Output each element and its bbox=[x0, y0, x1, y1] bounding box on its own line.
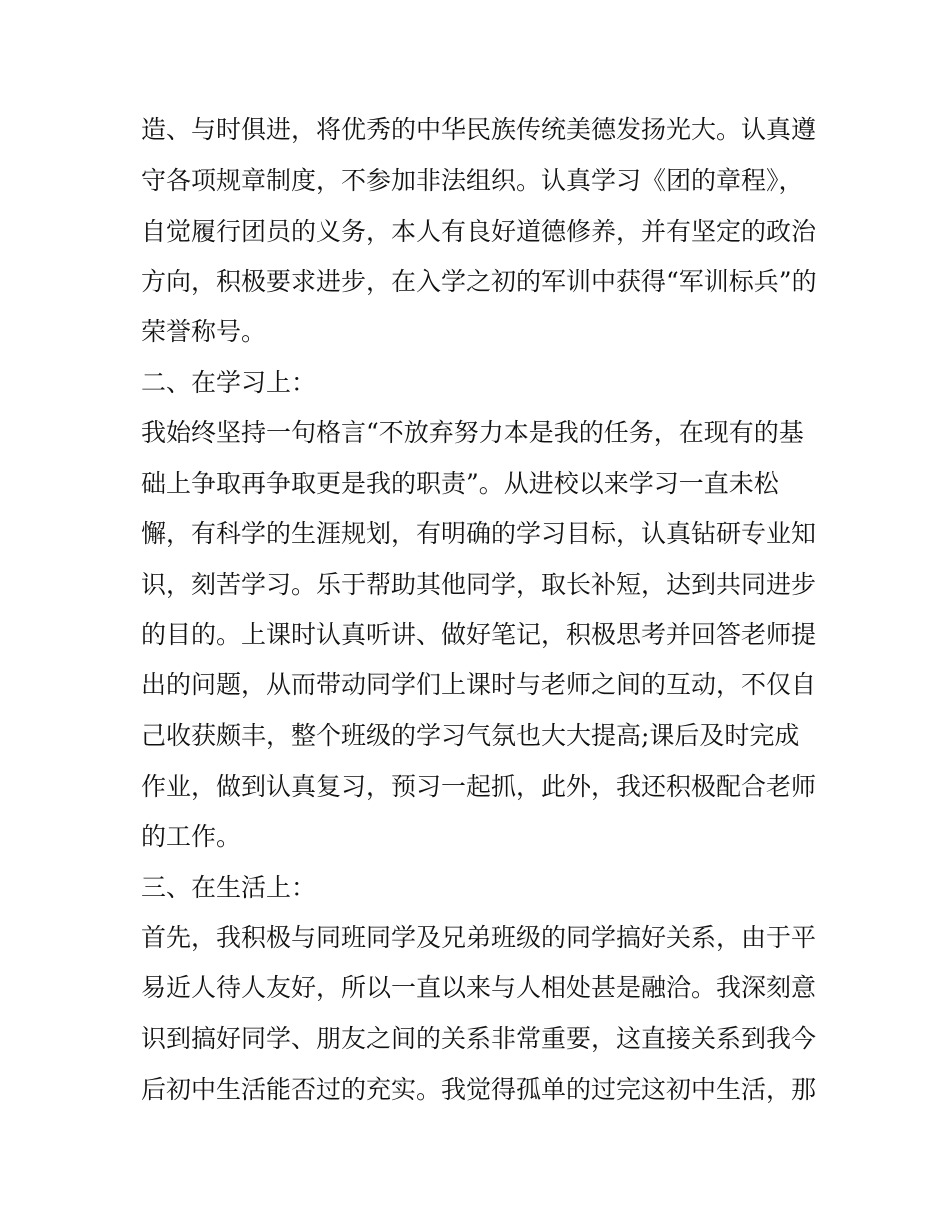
paragraph-line: 守各项规章制度，不参加非法组织。认真学习《团的章程》， bbox=[141, 166, 804, 195]
section-heading-study: 二、在学习上： bbox=[141, 368, 317, 397]
paragraph-line: 出的问题，从而带动同学们上课时与老师之间的互动，不仅自 bbox=[141, 670, 817, 699]
paragraph-line: 我始终坚持一句格言“不放弃努力本是我的任务，在现有的基 bbox=[141, 418, 804, 447]
paragraph-line: 方向，积极要求进步，在入学之初的军训中获得“军训标兵”的 bbox=[141, 267, 817, 296]
paragraph-line: 识到搞好同学、朋友之间的关系非常重要，这直接关系到我今 bbox=[141, 1024, 817, 1053]
paragraph-line: 荣誉称号。 bbox=[141, 317, 267, 346]
paragraph-line: 础上争取再争取更是我的职责”。从进校以来学习一直未松 bbox=[141, 469, 779, 498]
paragraph-line: 识，刻苦学习。乐于帮助其他同学，取长补短，达到共同进步 bbox=[141, 570, 817, 599]
paragraph-line: 造、与时俱进，将优秀的中华民族传统美德发扬光大。认真遵 bbox=[141, 115, 817, 144]
paragraph-line: 作业，做到认真复习，预习一起抓，此外，我还积极配合老师 bbox=[141, 772, 817, 801]
section-heading-life: 三、在生活上： bbox=[141, 873, 317, 902]
paragraph-line: 懈，有科学的生涯规划，有明确的学习目标，认真钻研专业知 bbox=[141, 519, 817, 548]
paragraph-line: 的目的。上课时认真听讲、做好笔记，积极思考并回答老师提 bbox=[141, 620, 817, 649]
paragraph-line: 己收获颇丰，整个班级的学习气氛也大大提高;课后及时完成 bbox=[141, 721, 800, 750]
paragraph-line: 首先，我积极与同班同学及兄弟班级的同学搞好关系，由于平 bbox=[141, 923, 817, 952]
paragraph-line: 的工作。 bbox=[141, 822, 242, 851]
paragraph-line: 易近人待人友好，所以一直以来与人相处甚是融洽。我深刻意 bbox=[141, 973, 817, 1002]
paragraph-line: 自觉履行团员的义务，本人有良好道德修养，并有坚定的政治 bbox=[141, 217, 817, 246]
paragraph-line: 后初中生活能否过的充实。我觉得孤单的过完这初中生活，那 bbox=[141, 1075, 817, 1104]
